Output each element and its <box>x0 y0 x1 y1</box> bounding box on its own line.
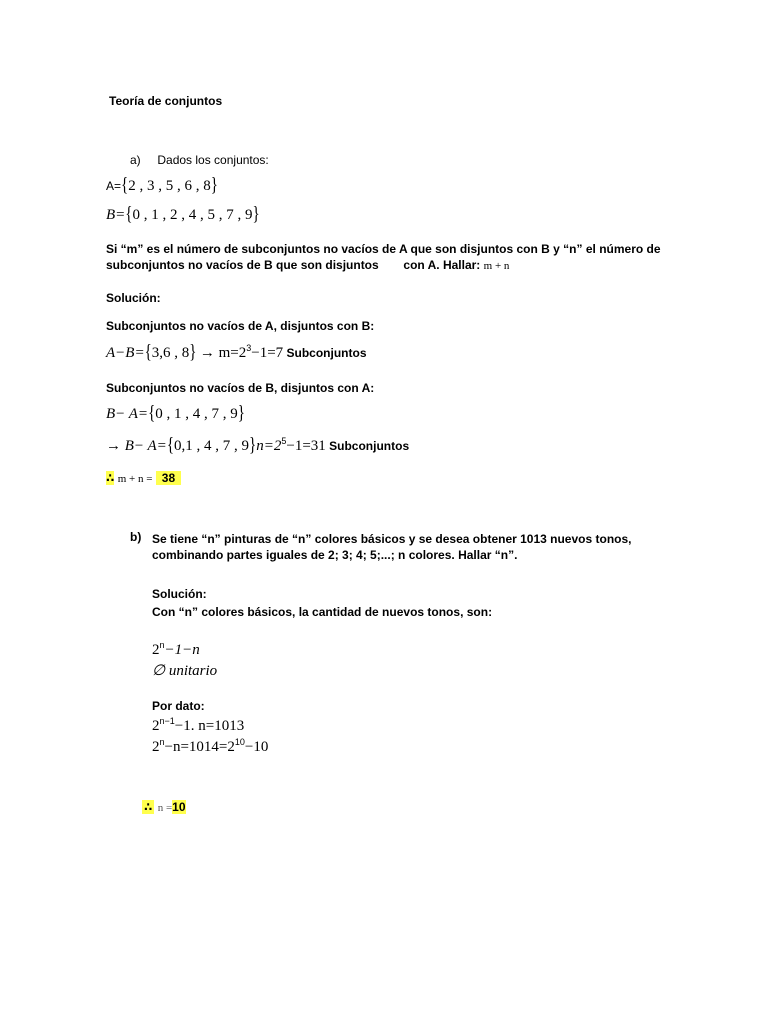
step2-text: Subconjuntos no vacíos de B, disjuntos con A: <box>106 381 375 395</box>
step3-rest: −1=31 <box>286 438 326 454</box>
part-a-result <box>106 471 181 485</box>
part-b-problem-line1: Se tiene “n” pinturas de “n” colores básicos y se desea obtener 1013 nuevos tonos, <box>152 532 632 546</box>
part-b-problem-line2: combinando partes iguales de 2; 3; 4; 5;...; n colores. Hallar “n”. <box>152 548 518 562</box>
part-b-label: b) <box>130 530 142 544</box>
eq1-base: 2 <box>152 718 160 734</box>
part-b-expression2: ∅ unitario <box>152 663 218 679</box>
step1-text: Subconjuntos no vacíos de A, disjuntos con B: <box>106 319 375 333</box>
set-b-label: B= <box>106 207 126 223</box>
step3-unit: Subconjuntos <box>329 439 410 453</box>
part-b-solution-text: Con “n” colores básicos, la cantidad de nuevos tonos, son: <box>152 605 493 619</box>
part-a-problem-line2b: con A. Hallar: <box>403 258 481 272</box>
part-a-result-text: m + n = <box>117 473 153 485</box>
set-b-definition: B={0 , 1 , 2 , 4 , 5 , 7 , 9} <box>106 204 260 226</box>
part-a-problem-line2 <box>106 258 509 272</box>
step2-formula: B− A={0 , 1 , 4 , 7 , 9} <box>106 403 245 425</box>
part-a-heading <box>130 153 269 167</box>
set-a-label: A= <box>106 179 122 193</box>
step1-lhs: A−B= <box>106 345 145 361</box>
therefore-icon: ∴ <box>106 471 115 485</box>
part-b-equation2 <box>152 739 268 756</box>
page-title: Teoría de conjuntos <box>109 94 223 108</box>
step1-set: 3,6 , 8 <box>151 345 190 361</box>
eq2-mid: −n=1014=2 <box>164 739 235 755</box>
part-b-expression1 <box>152 642 200 659</box>
step1-unit: Subconjuntos <box>286 346 367 360</box>
eq2-rest: −10 <box>244 739 269 755</box>
therefore-icon: ∴ <box>144 800 153 814</box>
part-a-label: a) <box>130 153 141 167</box>
part-b-result-text: n = <box>157 802 173 814</box>
step3-formula: → B− A={0,1 , 4 , 7 , $9\}n=2^5-1=31$ Subconjuntos <box>106 435 410 457</box>
part-a-solution-label: Solución: <box>106 291 161 305</box>
part-b-equation1 <box>152 718 244 735</box>
step3-set: 0,1 , 4 , 7 , 9 <box>174 438 250 454</box>
part-a-result-value: 38 <box>156 471 181 485</box>
eq2-exponent: n <box>159 737 165 747</box>
step2-set: 0 , 1 , 4 , 7 , 9 <box>155 406 238 422</box>
step3-lhs: → B− A= <box>106 438 167 454</box>
step1-formula: A−B={3,6 , $8\} \to m=2^3-1=7$ Subconjuntos <box>106 342 367 364</box>
step2-lhs: B− A= <box>106 406 149 422</box>
step1-exponent: 3 <box>246 343 252 353</box>
set-a-definition: A={2 , 3 , 5 , 6 , 8} <box>106 175 218 197</box>
part-b-result-value: 10 <box>172 800 186 814</box>
expr1-exponent: n <box>159 640 165 650</box>
part-b-data-label: Por dato: <box>152 699 205 713</box>
set-b-elements: 0 , 1 , 2 , 4 , 5 , 7 , 9 <box>132 207 253 223</box>
step1-calc: → m=2 <box>199 345 247 361</box>
part-a-problem-line2a: subconjuntos no vacíos de B que son disjuntos <box>106 258 379 272</box>
part-a-intro: Dados los conjuntos: <box>157 153 269 167</box>
eq1-exponent: n−1 <box>159 716 175 726</box>
step1-rest: −1=7 <box>251 345 284 361</box>
expr1-base: 2 <box>152 642 160 658</box>
part-a-problem-line1: Si “m” es el número de subconjuntos no vacíos de A que son disjuntos con B y “n” el número de <box>106 242 661 256</box>
set-a-elements: 2 , 3 , 5 , 6 , 8 <box>128 178 211 194</box>
part-b-solution-label: Solución: <box>152 587 207 601</box>
part-a-problem-target: m + n <box>483 260 510 272</box>
step3-exponent: 5 <box>281 436 287 446</box>
eq2-base: 2 <box>152 739 160 755</box>
expr1-rest: −1−n <box>164 642 200 658</box>
part-b-result <box>142 800 186 814</box>
eq2-exponent2: 10 <box>234 737 245 747</box>
eq1-rest: −1. n=1013 <box>174 718 245 734</box>
step3-calc: n=2 <box>256 438 282 454</box>
